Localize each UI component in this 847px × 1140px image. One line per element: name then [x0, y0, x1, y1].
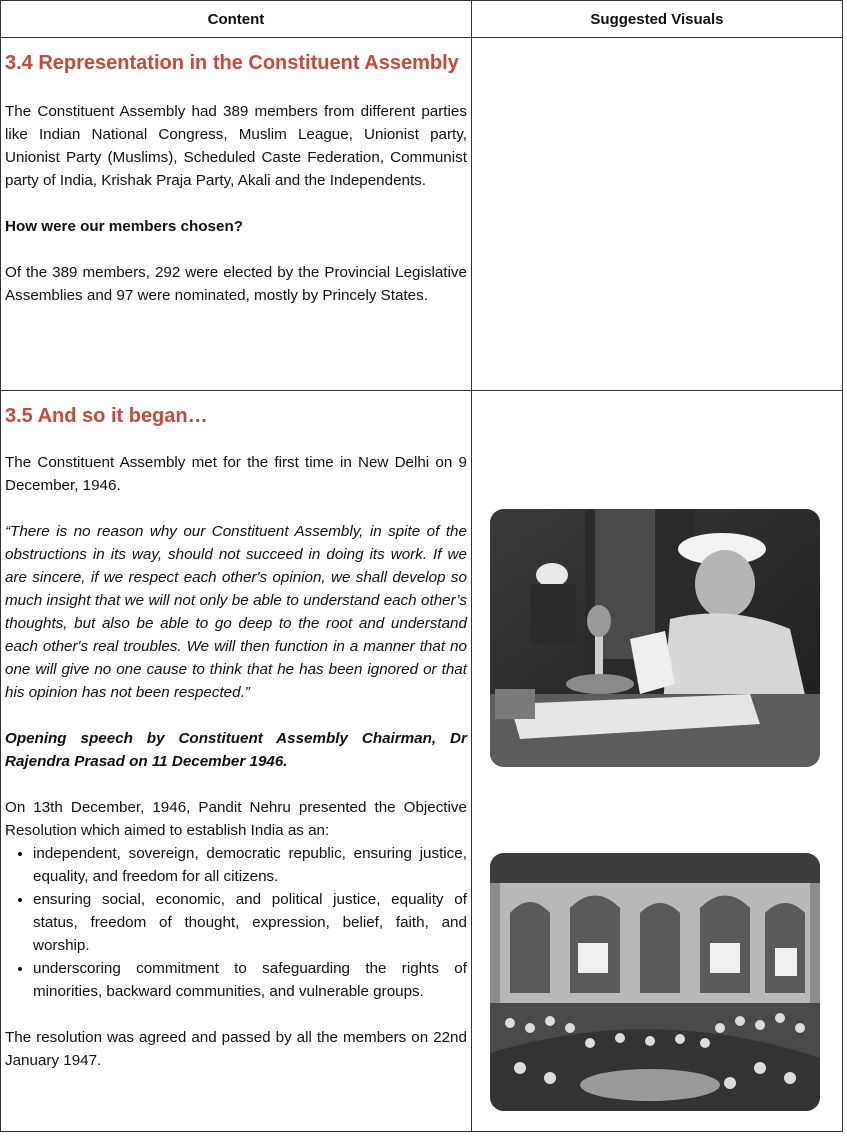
section-title: 3.4 Representation in the Constituent Assembly: [5, 52, 459, 74]
question-heading: How were our members chosen?: [5, 218, 244, 235]
paragraph: Of the 389 members, 292 were elected by the Provincial Legislative Assemblies and 97 were nominated, mostly by Princely States.: [5, 264, 467, 304]
paragraph: On 13th December, 1946, Pandit Nehru presented the Objective Resolution which aimed to establish India as an:: [5, 799, 467, 839]
bullet-list: [5, 842, 467, 1003]
table-row: [1, 391, 843, 1132]
visual-cell: [471, 38, 842, 391]
content-cell: [1, 38, 472, 391]
paragraph: The resolution was agreed and passed by all the members on 22nd January 1947.: [5, 1029, 467, 1069]
list-item: • independent, sovereign, democratic republic, ensuring justice, equality, and freedom for all citizens.: [33, 842, 467, 888]
header-content: Content: [1, 1, 472, 38]
list-item: • ensuring social, economic, and political justice, equality of status, freedom of thought, expression, belief, faith, and worship.: [33, 888, 467, 957]
list-item: • underscoring commitment to safeguarding the rights of minorities, backward communities, and vulnerable groups.: [33, 957, 467, 1003]
paragraph: The Constituent Assembly had 389 members from different parties like Indian National Congress, Muslim League, Unionist party, Unionist Party (Muslims), Scheduled Caste Federation, Communist party of India, Krishak Praja Party, Akali and the Independents.: [5, 103, 467, 189]
header-suggested-visuals: Suggested Visuals: [471, 1, 842, 38]
quote-citation: Opening speech by Constituent Assembly Chairman, Dr Rajendra Prasad on 11 December 1946.: [5, 730, 467, 770]
content-cell: [1, 391, 472, 1132]
photo-assembly-hall: [490, 853, 820, 1111]
quote-text: “There is no reason why our Constituent Assembly, in spite of the obstructions in its way, should not succeed in doing its work. If we are sincere, if we respect each other's opinion, we shall develop so much insight that we will not only be able to understand each other’s thoughts, but also be able to go deep to the root and understand each other's real troubles. We will then function in a manner that no one will give no one cause to think that he has been ignored or that his opinion has not been respected.”: [5, 523, 467, 701]
paragraph: The Constituent Assembly met for the first time in New Delhi on 9 December, 1946.: [5, 454, 467, 494]
photo-chairman-signing: [490, 509, 820, 767]
visual-cell: [471, 391, 842, 1132]
table-header-row: [1, 1, 843, 38]
section-title: 3.5 And so it began…: [5, 405, 208, 427]
table-row: [1, 38, 843, 391]
